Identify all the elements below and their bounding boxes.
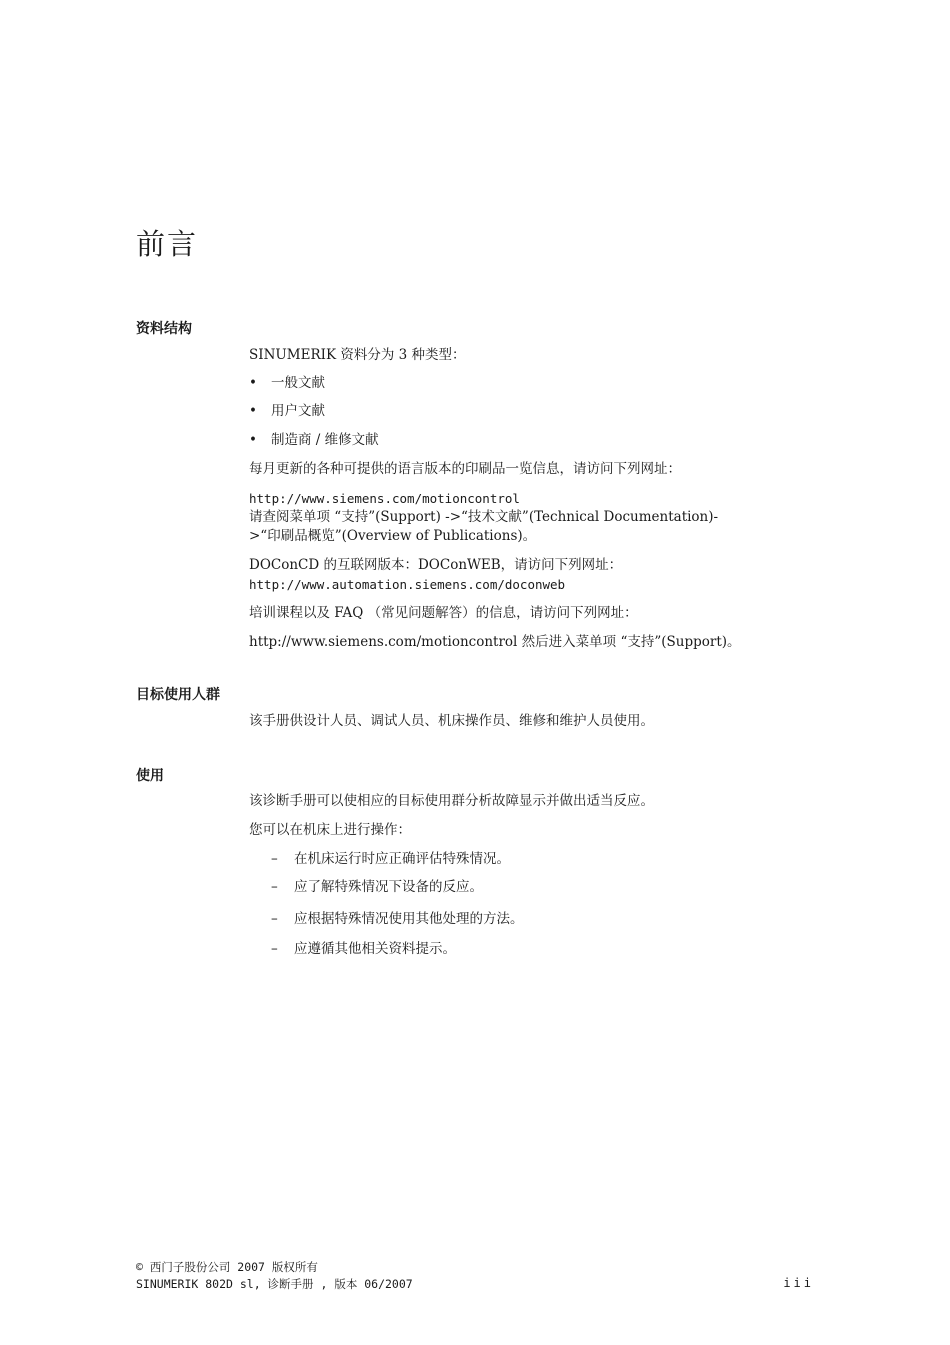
list-item-label: 一般文献 <box>271 375 325 391</box>
page-number: iii <box>783 1276 814 1290</box>
section-heading-structure: 资料结构 <box>136 321 192 337</box>
section-heading-audience: 目标使用人群 <box>136 687 220 703</box>
list-item <box>271 850 510 869</box>
list-item <box>249 374 325 393</box>
doconcd-text: DOConCD 的互联网版本：DOConWEB，请访问下列网址： <box>249 557 623 573</box>
list-item <box>271 878 483 897</box>
footer-doc-info: SINUMERIK 802D sl, 诊断手册 , 版本 06/2007 <box>136 1277 413 1291</box>
section-heading-usage: 使用 <box>136 768 164 784</box>
dash-icon: – <box>271 879 278 895</box>
audience-text: 该手册供设计人员、调试人员、机床操作员、维修和维护人员使用。 <box>249 713 654 729</box>
list-item <box>271 940 456 959</box>
training-text: 培训课程以及 FAQ （常见问题解答）的信息，请访问下列网址： <box>249 605 638 621</box>
usage-text-2: 您可以在机床上进行操作： <box>249 822 411 838</box>
list-item-label: 用户文献 <box>271 403 325 419</box>
dash-icon: – <box>271 941 278 957</box>
list-item-label: 应根据特殊情况使用其他处理的方法。 <box>294 911 524 927</box>
menu-path-line-2: >“印刷品概览”(Overview of Publications)。 <box>249 528 537 544</box>
bullet-icon: • <box>249 375 257 391</box>
structure-intro: SINUMERIK 资料分为 3 种类型： <box>249 347 466 363</box>
dash-icon: – <box>271 911 278 927</box>
list-item-label: 在机床运行时应正确评估特殊情况。 <box>294 851 510 867</box>
list-item-label: 制造商 / 维修文献 <box>271 432 379 448</box>
list-item-label: 应遵循其他相关资料提示。 <box>294 941 456 957</box>
support-url-line: http://www.siemens.com/motioncontrol 然后进入菜单项 “支持”(Support)。 <box>249 634 741 650</box>
list-item <box>249 402 325 421</box>
motioncontrol-url[interactable]: http://www.siemens.com/motioncontrol <box>249 491 520 506</box>
usage-text-1: 该诊断手册可以使相应的目标使用群分析故障显示并做出适当反应。 <box>249 793 654 809</box>
list-item <box>271 910 524 929</box>
menu-path-line-1: 请查阅菜单项 “支持”(Support) ->“技术文献”(Technical Documentation)- <box>249 509 719 525</box>
dash-icon: – <box>271 851 278 867</box>
footer-copyright: © 西门子股份公司 2007 版权所有 <box>136 1260 318 1274</box>
monthly-update-text: 每月更新的各种可提供的语言版本的印刷品一览信息，请访问下列网址： <box>249 461 681 477</box>
bullet-icon: • <box>249 403 257 419</box>
page-title: 前言 <box>136 227 199 261</box>
list-item-label: 应了解特殊情况下设备的反应。 <box>294 879 483 895</box>
list-item <box>249 431 379 450</box>
doconweb-url[interactable]: http://www.automation.siemens.com/doconweb <box>249 577 566 592</box>
bullet-icon: • <box>249 432 257 448</box>
